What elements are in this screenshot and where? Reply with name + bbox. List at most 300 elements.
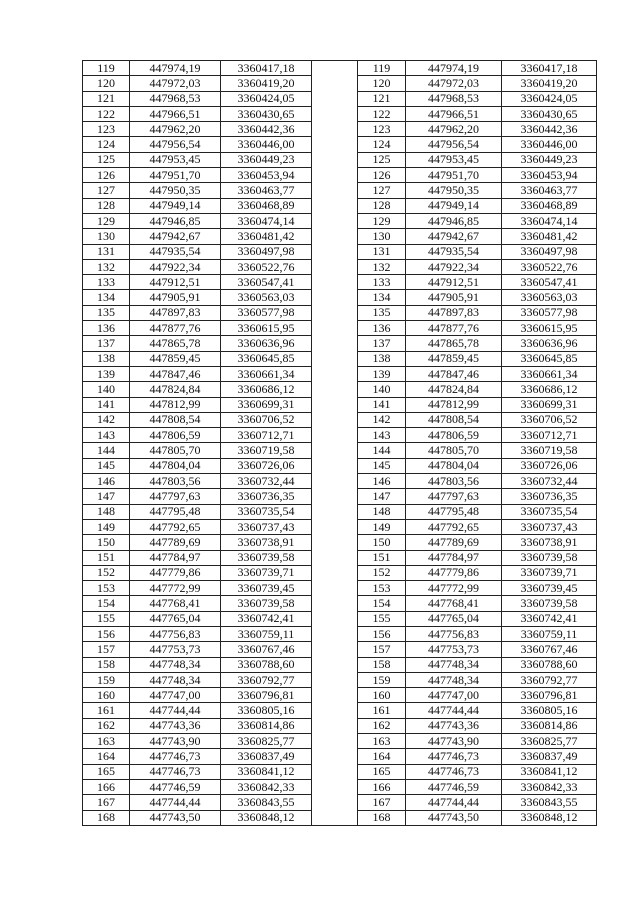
y-coordinate-cell: 3360719,58 <box>221 443 312 458</box>
x-coordinate-cell: 447747,00 <box>130 688 221 703</box>
point-number-cell: 165 <box>358 764 406 779</box>
y-coordinate-cell: 3360825,77 <box>221 734 312 749</box>
y-coordinate-cell: 3360446,00 <box>221 137 312 152</box>
point-number-cell: 163 <box>358 734 406 749</box>
x-coordinate-cell: 447972,03 <box>130 76 221 91</box>
point-number-cell: 158 <box>83 657 130 672</box>
table-row <box>83 734 597 749</box>
spacer-cell <box>312 474 358 489</box>
y-coordinate-cell: 3360446,00 <box>502 137 597 152</box>
point-number-cell: 150 <box>358 535 406 550</box>
spacer-cell <box>312 382 358 397</box>
spacer-cell <box>312 596 358 611</box>
spacer-cell <box>312 642 358 657</box>
table-row <box>83 290 597 305</box>
x-coordinate-cell: 447951,70 <box>130 168 221 183</box>
x-coordinate-cell: 447748,34 <box>406 657 502 672</box>
x-coordinate-cell: 447804,04 <box>130 458 221 473</box>
point-number-cell: 155 <box>358 611 406 626</box>
point-number-cell: 128 <box>83 198 130 213</box>
point-number-cell: 166 <box>83 779 130 794</box>
point-number-cell: 160 <box>358 688 406 703</box>
table-row <box>83 61 597 76</box>
table-row <box>83 550 597 565</box>
y-coordinate-cell: 3360449,23 <box>221 152 312 167</box>
spacer-cell <box>312 122 358 137</box>
spacer-cell <box>312 749 358 764</box>
point-number-cell: 126 <box>83 168 130 183</box>
spacer-cell <box>312 152 358 167</box>
y-coordinate-cell: 3360739,45 <box>502 581 597 596</box>
point-number-cell: 147 <box>83 489 130 504</box>
point-number-cell: 131 <box>358 244 406 259</box>
point-number-cell: 122 <box>358 106 406 121</box>
point-number-cell: 146 <box>83 474 130 489</box>
x-coordinate-cell: 447792,65 <box>130 519 221 534</box>
x-coordinate-cell: 447966,51 <box>406 106 502 121</box>
point-number-cell: 128 <box>358 198 406 213</box>
x-coordinate-cell: 447847,46 <box>406 366 502 381</box>
y-coordinate-cell: 3360814,86 <box>502 718 597 733</box>
point-number-cell: 162 <box>83 718 130 733</box>
y-coordinate-cell: 3360792,77 <box>221 672 312 687</box>
point-number-cell: 149 <box>358 519 406 534</box>
point-number-cell: 156 <box>358 626 406 641</box>
point-number-cell: 124 <box>358 137 406 152</box>
y-coordinate-cell: 3360424,05 <box>221 91 312 106</box>
x-coordinate-cell: 447956,54 <box>406 137 502 152</box>
table-row <box>83 443 597 458</box>
spacer-cell <box>312 321 358 336</box>
y-coordinate-cell: 3360706,52 <box>221 412 312 427</box>
x-coordinate-cell: 447942,67 <box>406 229 502 244</box>
y-coordinate-cell: 3360848,12 <box>221 810 312 825</box>
y-coordinate-cell: 3360742,41 <box>221 611 312 626</box>
table-row <box>83 565 597 580</box>
x-coordinate-cell: 447859,45 <box>406 351 502 366</box>
x-coordinate-cell: 447949,14 <box>406 198 502 213</box>
y-coordinate-cell: 3360726,06 <box>221 458 312 473</box>
point-number-cell: 130 <box>358 229 406 244</box>
y-coordinate-cell: 3360474,14 <box>502 213 597 228</box>
point-number-cell: 142 <box>83 412 130 427</box>
point-number-cell: 127 <box>358 183 406 198</box>
spacer-cell <box>312 519 358 534</box>
point-number-cell: 168 <box>83 810 130 825</box>
x-coordinate-cell: 447784,97 <box>406 550 502 565</box>
table-row <box>83 259 597 274</box>
spacer-cell <box>312 611 358 626</box>
y-coordinate-cell: 3360481,42 <box>502 229 597 244</box>
table-row <box>83 672 597 687</box>
table-row <box>83 351 597 366</box>
spacer-cell <box>312 550 358 565</box>
table-row <box>83 122 597 137</box>
x-coordinate-cell: 447968,53 <box>406 91 502 106</box>
point-number-cell: 157 <box>358 642 406 657</box>
y-coordinate-cell: 3360739,71 <box>502 565 597 580</box>
y-coordinate-cell: 3360735,54 <box>221 504 312 519</box>
x-coordinate-cell: 447966,51 <box>130 106 221 121</box>
table-row <box>83 764 597 779</box>
point-number-cell: 131 <box>83 244 130 259</box>
table-row <box>83 229 597 244</box>
spacer-cell <box>312 581 358 596</box>
point-number-cell: 159 <box>83 672 130 687</box>
y-coordinate-cell: 3360449,23 <box>502 152 597 167</box>
spacer-cell <box>312 672 358 687</box>
table-row <box>83 779 597 794</box>
point-number-cell: 121 <box>358 91 406 106</box>
point-number-cell: 129 <box>358 213 406 228</box>
point-number-cell: 154 <box>358 596 406 611</box>
y-coordinate-cell: 3360453,94 <box>502 168 597 183</box>
x-coordinate-cell: 447950,35 <box>406 183 502 198</box>
y-coordinate-cell: 3360726,06 <box>502 458 597 473</box>
spacer-cell <box>312 443 358 458</box>
y-coordinate-cell: 3360843,55 <box>221 795 312 810</box>
point-number-cell: 139 <box>358 366 406 381</box>
y-coordinate-cell: 3360837,49 <box>221 749 312 764</box>
point-number-cell: 138 <box>83 351 130 366</box>
x-coordinate-cell: 447746,59 <box>406 779 502 794</box>
spacer-cell <box>312 305 358 320</box>
table-row <box>83 183 597 198</box>
y-coordinate-cell: 3360796,81 <box>502 688 597 703</box>
point-number-cell: 122 <box>83 106 130 121</box>
table-row <box>83 795 597 810</box>
table-row <box>83 275 597 290</box>
y-coordinate-cell: 3360522,76 <box>221 259 312 274</box>
y-coordinate-cell: 3360522,76 <box>502 259 597 274</box>
y-coordinate-cell: 3360645,85 <box>221 351 312 366</box>
x-coordinate-cell: 447974,19 <box>130 61 221 76</box>
spacer-cell <box>312 795 358 810</box>
x-coordinate-cell: 447905,91 <box>130 290 221 305</box>
y-coordinate-cell: 3360736,35 <box>502 489 597 504</box>
y-coordinate-cell: 3360759,11 <box>502 626 597 641</box>
point-number-cell: 133 <box>83 275 130 290</box>
y-coordinate-cell: 3360841,12 <box>221 764 312 779</box>
table-row <box>83 336 597 351</box>
y-coordinate-cell: 3360686,12 <box>221 382 312 397</box>
y-coordinate-cell: 3360419,20 <box>502 76 597 91</box>
y-coordinate-cell: 3360742,41 <box>502 611 597 626</box>
point-number-cell: 160 <box>83 688 130 703</box>
point-number-cell: 164 <box>83 749 130 764</box>
spacer-cell <box>312 779 358 794</box>
y-coordinate-cell: 3360712,71 <box>502 428 597 443</box>
y-coordinate-cell: 3360577,98 <box>221 305 312 320</box>
x-coordinate-cell: 447744,44 <box>406 703 502 718</box>
point-number-cell: 142 <box>358 412 406 427</box>
x-coordinate-cell: 447956,54 <box>130 137 221 152</box>
point-number-cell: 144 <box>83 443 130 458</box>
spacer-cell <box>312 397 358 412</box>
x-coordinate-cell: 447922,34 <box>130 259 221 274</box>
y-coordinate-cell: 3360563,03 <box>221 290 312 305</box>
table-row <box>83 657 597 672</box>
y-coordinate-cell: 3360430,65 <box>502 106 597 121</box>
x-coordinate-cell: 447951,70 <box>406 168 502 183</box>
coordinate-table-body <box>83 61 597 826</box>
y-coordinate-cell: 3360738,91 <box>221 535 312 550</box>
y-coordinate-cell: 3360417,18 <box>221 61 312 76</box>
x-coordinate-cell: 447806,59 <box>406 428 502 443</box>
y-coordinate-cell: 3360497,98 <box>502 244 597 259</box>
y-coordinate-cell: 3360739,45 <box>221 581 312 596</box>
point-number-cell: 149 <box>83 519 130 534</box>
spacer-cell <box>312 535 358 550</box>
point-number-cell: 150 <box>83 535 130 550</box>
y-coordinate-cell: 3360759,11 <box>221 626 312 641</box>
x-coordinate-cell: 447746,73 <box>406 764 502 779</box>
table-row <box>83 718 597 733</box>
point-number-cell: 137 <box>83 336 130 351</box>
x-coordinate-cell: 447797,63 <box>406 489 502 504</box>
point-number-cell: 120 <box>358 76 406 91</box>
y-coordinate-cell: 3360615,95 <box>502 321 597 336</box>
spacer-cell <box>312 229 358 244</box>
x-coordinate-cell: 447756,83 <box>130 626 221 641</box>
x-coordinate-cell: 447922,34 <box>406 259 502 274</box>
y-coordinate-cell: 3360735,54 <box>502 504 597 519</box>
x-coordinate-cell: 447795,48 <box>406 504 502 519</box>
point-number-cell: 140 <box>358 382 406 397</box>
table-row <box>83 168 597 183</box>
y-coordinate-cell: 3360706,52 <box>502 412 597 427</box>
x-coordinate-cell: 447968,53 <box>130 91 221 106</box>
point-number-cell: 148 <box>83 504 130 519</box>
point-number-cell: 151 <box>358 550 406 565</box>
x-coordinate-cell: 447789,69 <box>130 535 221 550</box>
spacer-cell <box>312 61 358 76</box>
point-number-cell: 148 <box>358 504 406 519</box>
x-coordinate-cell: 447743,90 <box>406 734 502 749</box>
y-coordinate-cell: 3360547,41 <box>221 275 312 290</box>
spacer-cell <box>312 351 358 366</box>
spacer-cell <box>312 718 358 733</box>
table-row <box>83 642 597 657</box>
x-coordinate-cell: 447743,50 <box>130 810 221 825</box>
y-coordinate-cell: 3360463,77 <box>502 183 597 198</box>
y-coordinate-cell: 3360842,33 <box>221 779 312 794</box>
point-number-cell: 143 <box>83 428 130 443</box>
spacer-cell <box>312 626 358 641</box>
x-coordinate-cell: 447756,83 <box>406 626 502 641</box>
x-coordinate-cell: 447824,84 <box>406 382 502 397</box>
point-number-cell: 145 <box>83 458 130 473</box>
x-coordinate-cell: 447946,85 <box>406 213 502 228</box>
x-coordinate-cell: 447935,54 <box>130 244 221 259</box>
x-coordinate-cell: 447808,54 <box>406 412 502 427</box>
point-number-cell: 156 <box>83 626 130 641</box>
y-coordinate-cell: 3360841,12 <box>502 764 597 779</box>
x-coordinate-cell: 447942,67 <box>130 229 221 244</box>
point-number-cell: 159 <box>358 672 406 687</box>
x-coordinate-cell: 447765,04 <box>130 611 221 626</box>
x-coordinate-cell: 447746,73 <box>406 749 502 764</box>
y-coordinate-cell: 3360796,81 <box>221 688 312 703</box>
x-coordinate-cell: 447795,48 <box>130 504 221 519</box>
x-coordinate-cell: 447912,51 <box>130 275 221 290</box>
spacer-cell <box>312 810 358 825</box>
x-coordinate-cell: 447797,63 <box>130 489 221 504</box>
y-coordinate-cell: 3360738,91 <box>502 535 597 550</box>
y-coordinate-cell: 3360615,95 <box>221 321 312 336</box>
spacer-cell <box>312 275 358 290</box>
spacer-cell <box>312 183 358 198</box>
y-coordinate-cell: 3360825,77 <box>502 734 597 749</box>
x-coordinate-cell: 447765,04 <box>406 611 502 626</box>
x-coordinate-cell: 447812,99 <box>406 397 502 412</box>
table-row <box>83 688 597 703</box>
x-coordinate-cell: 447748,34 <box>130 672 221 687</box>
y-coordinate-cell: 3360442,36 <box>502 122 597 137</box>
x-coordinate-cell: 447779,86 <box>406 565 502 580</box>
y-coordinate-cell: 3360739,58 <box>502 596 597 611</box>
point-number-cell: 151 <box>83 550 130 565</box>
point-number-cell: 167 <box>83 795 130 810</box>
x-coordinate-cell: 447753,73 <box>130 642 221 657</box>
table-row <box>83 152 597 167</box>
point-number-cell: 166 <box>358 779 406 794</box>
table-row <box>83 91 597 106</box>
table-row <box>83 244 597 259</box>
y-coordinate-cell: 3360424,05 <box>502 91 597 106</box>
y-coordinate-cell: 3360474,14 <box>221 213 312 228</box>
coordinate-table-sheet <box>82 60 596 826</box>
point-number-cell: 119 <box>358 61 406 76</box>
y-coordinate-cell: 3360661,34 <box>221 366 312 381</box>
y-coordinate-cell: 3360792,77 <box>502 672 597 687</box>
spacer-cell <box>312 336 358 351</box>
spacer-cell <box>312 198 358 213</box>
y-coordinate-cell: 3360805,16 <box>502 703 597 718</box>
point-number-cell: 141 <box>83 397 130 412</box>
y-coordinate-cell: 3360481,42 <box>221 229 312 244</box>
point-number-cell: 147 <box>358 489 406 504</box>
point-number-cell: 154 <box>83 596 130 611</box>
point-number-cell: 152 <box>358 565 406 580</box>
y-coordinate-cell: 3360848,12 <box>502 810 597 825</box>
point-number-cell: 119 <box>83 61 130 76</box>
x-coordinate-cell: 447746,59 <box>130 779 221 794</box>
x-coordinate-cell: 447972,03 <box>406 76 502 91</box>
table-row <box>83 76 597 91</box>
table-row <box>83 535 597 550</box>
table-row <box>83 321 597 336</box>
spacer-cell <box>312 734 358 749</box>
table-row <box>83 458 597 473</box>
y-coordinate-cell: 3360737,43 <box>221 519 312 534</box>
y-coordinate-cell: 3360739,58 <box>221 550 312 565</box>
spacer-cell <box>312 106 358 121</box>
point-number-cell: 129 <box>83 213 130 228</box>
x-coordinate-cell: 447897,83 <box>130 305 221 320</box>
x-coordinate-cell: 447748,34 <box>406 672 502 687</box>
spacer-cell <box>312 412 358 427</box>
x-coordinate-cell: 447768,41 <box>406 596 502 611</box>
point-number-cell: 164 <box>358 749 406 764</box>
point-number-cell: 165 <box>83 764 130 779</box>
point-number-cell: 124 <box>83 137 130 152</box>
y-coordinate-cell: 3360737,43 <box>502 519 597 534</box>
table-row <box>83 611 597 626</box>
y-coordinate-cell: 3360732,44 <box>221 474 312 489</box>
point-number-cell: 123 <box>83 122 130 137</box>
y-coordinate-cell: 3360577,98 <box>502 305 597 320</box>
spacer-cell <box>312 137 358 152</box>
point-number-cell: 157 <box>83 642 130 657</box>
x-coordinate-cell: 447743,50 <box>406 810 502 825</box>
x-coordinate-cell: 447865,78 <box>406 336 502 351</box>
y-coordinate-cell: 3360736,35 <box>221 489 312 504</box>
point-number-cell: 153 <box>83 581 130 596</box>
point-number-cell: 137 <box>358 336 406 351</box>
x-coordinate-cell: 447746,73 <box>130 764 221 779</box>
x-coordinate-cell: 447962,20 <box>406 122 502 137</box>
x-coordinate-cell: 447768,41 <box>130 596 221 611</box>
y-coordinate-cell: 3360739,58 <box>221 596 312 611</box>
spacer-cell <box>312 76 358 91</box>
point-number-cell: 130 <box>83 229 130 244</box>
x-coordinate-cell: 447865,78 <box>130 336 221 351</box>
y-coordinate-cell: 3360645,85 <box>502 351 597 366</box>
x-coordinate-cell: 447953,45 <box>406 152 502 167</box>
x-coordinate-cell: 447804,04 <box>406 458 502 473</box>
y-coordinate-cell: 3360497,98 <box>221 244 312 259</box>
table-row <box>83 106 597 121</box>
x-coordinate-cell: 447744,44 <box>406 795 502 810</box>
x-coordinate-cell: 447789,69 <box>406 535 502 550</box>
y-coordinate-cell: 3360417,18 <box>502 61 597 76</box>
point-number-cell: 146 <box>358 474 406 489</box>
x-coordinate-cell: 447808,54 <box>130 412 221 427</box>
spacer-cell <box>312 565 358 580</box>
x-coordinate-cell: 447859,45 <box>130 351 221 366</box>
spacer-cell <box>312 703 358 718</box>
table-row <box>83 626 597 641</box>
x-coordinate-cell: 447877,76 <box>406 321 502 336</box>
spacer-cell <box>312 366 358 381</box>
y-coordinate-cell: 3360805,16 <box>221 703 312 718</box>
table-row <box>83 305 597 320</box>
y-coordinate-cell: 3360712,71 <box>221 428 312 443</box>
point-number-cell: 155 <box>83 611 130 626</box>
table-row <box>83 382 597 397</box>
y-coordinate-cell: 3360719,58 <box>502 443 597 458</box>
table-row <box>83 703 597 718</box>
x-coordinate-cell: 447779,86 <box>130 565 221 580</box>
spacer-cell <box>312 244 358 259</box>
table-row <box>83 810 597 825</box>
y-coordinate-cell: 3360563,03 <box>502 290 597 305</box>
x-coordinate-cell: 447935,54 <box>406 244 502 259</box>
point-number-cell: 162 <box>358 718 406 733</box>
point-number-cell: 161 <box>358 703 406 718</box>
y-coordinate-cell: 3360732,44 <box>502 474 597 489</box>
y-coordinate-cell: 3360463,77 <box>221 183 312 198</box>
point-number-cell: 153 <box>358 581 406 596</box>
spacer-cell <box>312 213 358 228</box>
y-coordinate-cell: 3360468,89 <box>221 198 312 213</box>
x-coordinate-cell: 447744,44 <box>130 795 221 810</box>
x-coordinate-cell: 447803,56 <box>406 474 502 489</box>
table-row <box>83 428 597 443</box>
table-row <box>83 596 597 611</box>
x-coordinate-cell: 447806,59 <box>130 428 221 443</box>
